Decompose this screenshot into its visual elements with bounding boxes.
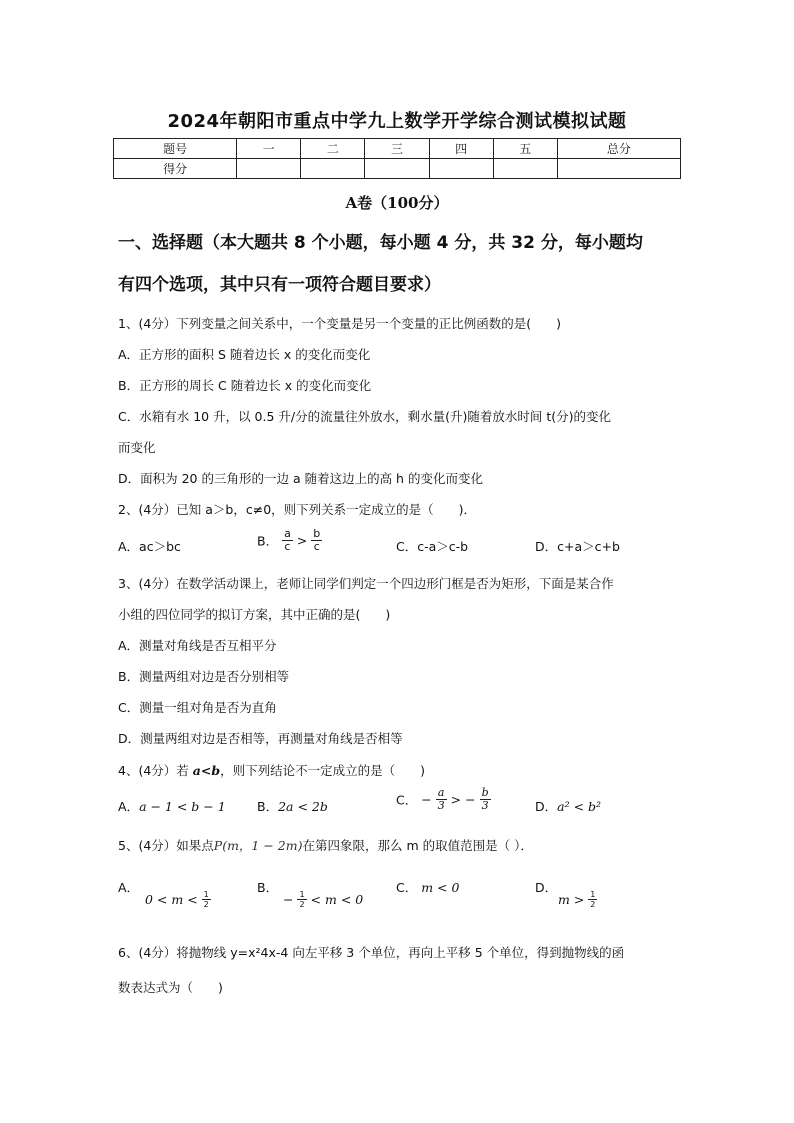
q5-option-d-math: m >: [558, 892, 585, 907]
q5-option-a-math: 0 < m <: [145, 892, 198, 907]
score-cell[interactable]: [301, 159, 365, 179]
q4-frac2-numerator: b: [481, 786, 489, 799]
q1-option-d: D．面积为 20 的三角形的一边 a 随着这边上的高 h 的变化而变化: [118, 471, 483, 486]
q2-fraction-b-over-c: [311, 528, 322, 553]
q1-option-b: B．正方形的周长 C 随着边长 x 的变化而变化: [118, 378, 372, 393]
q4-option-a-math: a − 1 < b − 1: [139, 799, 226, 814]
q4-frac1-numerator: a: [436, 787, 447, 800]
q5-d-numerator: 1: [590, 890, 596, 899]
q1-option-c-line1: C．水箱有水 10 升，以 0.5 升/分的流量往外放水，剩水量(升)随着放水时间 t(分)的变化: [118, 409, 612, 424]
q5-option-d-fraction: [588, 890, 597, 909]
q5-option-c-math: m < 0: [421, 880, 460, 895]
q4-option-b-label: B．: [257, 799, 279, 814]
score-cell[interactable]: [237, 159, 301, 179]
q5-a-denominator: 2: [203, 900, 209, 909]
q4-fraction-a-over-3: [436, 787, 447, 812]
q2-option-d: D．c+a＞c+b: [535, 539, 620, 554]
q2-stem: 2、(4分）已知 a＞b，c≠0，则下列关系一定成立的是（ )．: [118, 502, 477, 517]
score-row-label: 得分: [114, 159, 237, 179]
score-cell[interactable]: [429, 159, 493, 179]
q4-option-c-minus: −: [421, 792, 432, 807]
q6-stem-line2: 数表达式为（ ): [118, 980, 223, 995]
q5-option-b: [283, 890, 363, 909]
exam-title: 2024年朝阳市重点中学九上数学开学综合测试模拟试题: [167, 111, 627, 132]
q5-b-numerator: 1: [299, 890, 305, 899]
section-a-heading: A卷（100分）: [345, 194, 449, 212]
q4-stem-math: a<b: [192, 763, 221, 778]
q6-stem-line1: 6、(4分）将抛物线 y=x²4x-4 向左平移 3 个单位，再向上平移 5 个单位，得到抛物线的函: [118, 945, 625, 960]
q2-option-c: C．c-a＞c-b: [396, 539, 469, 554]
q4-option-b: [257, 797, 328, 815]
score-table-score-row: [114, 159, 681, 179]
q5-option-a-label: A．: [118, 880, 140, 895]
q4-frac1-denominator: 3: [437, 799, 445, 812]
q2-frac1-denominator: c: [284, 540, 291, 553]
q2-frac2-denominator: c: [313, 540, 320, 553]
score-header-cell: 题号: [114, 139, 237, 159]
q1-option-a: A．正方形的面积 S 随着边长 x 的变化而变化: [118, 347, 371, 362]
q2-option-b-label: B．: [257, 533, 279, 549]
q4-option-a: [118, 797, 226, 815]
score-header-cell: 总分: [557, 139, 680, 159]
q4-option-b-math: 2a < 2b: [278, 799, 328, 814]
q5-b-denominator: 2: [299, 900, 305, 909]
score-cell[interactable]: [365, 159, 429, 179]
part1-heading-line1: 一、选择题（本大题共 8 个小题，每小题 4 分，共 32 分，每小题均: [118, 233, 643, 253]
q5-option-b-minus: −: [283, 892, 294, 907]
q4-option-c-label: C．: [396, 792, 418, 808]
q1-stem: 1、(4分）下列变量之间关系中，一个变量是另一个变量的正比例函数的是( ): [118, 316, 562, 331]
q4-option-d-math: a² < b²: [557, 799, 602, 814]
q5-stem-suffix: 在第四象限，那么 m 的取值范围是（ ）．: [302, 838, 533, 853]
q2-frac2-numerator: b: [313, 527, 321, 540]
score-header-cell: 五: [493, 139, 557, 159]
score-header-cell: 二: [301, 139, 365, 159]
q5-a-numerator: 1: [203, 890, 209, 899]
q4-option-a-label: A．: [118, 799, 140, 814]
part1-heading-line2: 有四个选项，其中只有一项符合题目要求）: [118, 275, 441, 295]
q5-option-a: [145, 890, 211, 909]
q2-option-a: A．ac＞bc: [118, 539, 181, 554]
q5-d-denominator: 2: [590, 900, 596, 909]
q4-fraction-b-over-3: [480, 787, 491, 812]
q4-stem-prefix: 4、(4分）若: [118, 763, 193, 778]
score-cell[interactable]: [557, 159, 680, 179]
q5-option-d: [558, 890, 597, 909]
q5-stem-math: P(m，1 − 2m): [213, 838, 303, 853]
q3-option-c: C．测量一组对角是否为直角: [118, 700, 277, 715]
q2-fraction-a-over-c: [282, 528, 293, 553]
q3-stem-line2: 小组的四位同学的拟订方案，其中正确的是( ): [118, 607, 391, 622]
q3-option-d: D．测量两组对边是否相等，再测量对角线是否相等: [118, 731, 403, 746]
q3-stem-line1: 3、(4分）在数学活动课上，老师让同学们判定一个四边形门框是否为矩形，下面是某合作: [118, 576, 614, 591]
q5-stem: [118, 836, 533, 854]
q4-option-c-middle: > −: [450, 792, 476, 807]
q5-option-c-label: C．: [396, 880, 418, 895]
q4-stem-suffix: ，则下列结论不一定成立的是（ ): [220, 763, 425, 778]
q5-stem-prefix: 5、(4分）如果点: [118, 838, 214, 853]
q5-option-a-fraction: [202, 890, 211, 909]
q2-frac1-numerator: a: [284, 527, 291, 540]
score-header-cell: 一: [237, 139, 301, 159]
score-header-cell: 三: [365, 139, 429, 159]
q2-option-b: [257, 528, 322, 553]
q5-option-c: [396, 878, 459, 896]
q4-option-d: [535, 797, 601, 815]
q3-option-a: A．测量对角线是否互相平分: [118, 638, 277, 653]
q4-option-c: [396, 787, 491, 812]
score-header-cell: 四: [429, 139, 493, 159]
q2-gt-sign: >: [296, 533, 308, 548]
q5-option-b-math: < m < 0: [310, 892, 364, 907]
score-table: [113, 138, 681, 179]
q4-stem: [118, 761, 425, 779]
q4-frac2-denominator: 3: [481, 799, 489, 812]
q5-option-b-label: B．: [257, 880, 279, 895]
q3-option-b: B．测量两组对边是否分别相等: [118, 669, 290, 684]
q1-option-c-line2: 而变化: [118, 440, 156, 455]
q5-option-b-fraction: [297, 890, 306, 909]
score-table-header-row: [114, 139, 681, 159]
score-cell[interactable]: [493, 159, 557, 179]
q4-option-d-label: D．: [535, 799, 558, 814]
q5-option-d-label: D．: [535, 880, 558, 895]
